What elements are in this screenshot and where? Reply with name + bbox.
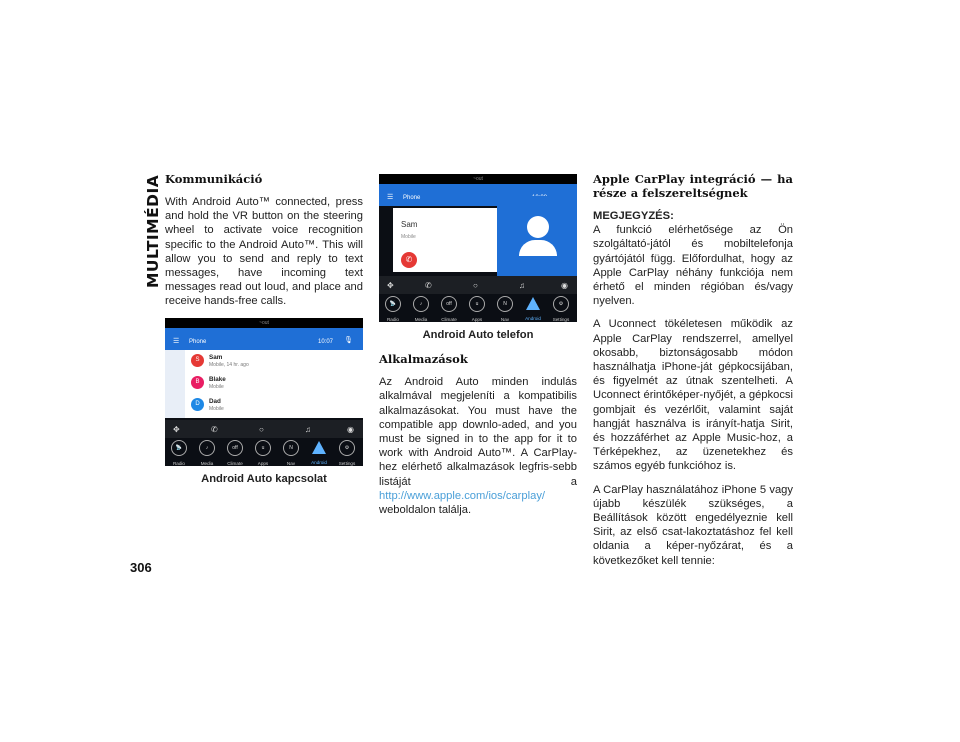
dock-climate[interactable]: off Climate: [437, 296, 461, 322]
chapter-side-label: [136, 168, 166, 288]
contact-name: Blake: [209, 375, 226, 383]
uconnect-icon: u: [469, 296, 485, 312]
page-number: 306: [130, 560, 152, 575]
gear-icon: ⚙: [553, 296, 569, 312]
headphones-icon[interactable]: ♫: [519, 281, 525, 290]
home-icon[interactable]: ○: [259, 424, 264, 434]
phone-icon[interactable]: ✆: [425, 281, 432, 290]
notification-icon[interactable]: ◉: [347, 424, 354, 434]
menu-icon[interactable]: ☰: [173, 337, 180, 345]
contact-row[interactable]: [185, 394, 363, 416]
android-auto-icon: [312, 441, 326, 454]
carplay-paragraph-1: A Uconnect tökéletesen működik az Apple CarPlay rendszerrel, amellyel okosabb, biztonságosabb módon használhatja iPhone-ját gépkocsijában, és figyelmét az útnak szentelheti. A Uconnect érintőképer-nyőjét, a gépkocsi gombjait és vezérlőit, valamint saját hangját használva is irányít-hatja Sirit, és hozzáférhet az Apple Music-hoz, a Térképekhez, az üzenetekhez és számos egyéb funkcióhoz is.: [593, 318, 793, 473]
carplay-paragraph-2: A CarPlay használatához iPhone 5 vagy újabb készülék szükséges, a Beállítások között engedélyeznie kell Sirit, az első csat-lakoztatáshoz fel kell oldania a képer-nyőzárat, és a következőket kell tennie:: [593, 483, 793, 567]
carplay-link[interactable]: http://www.apple.com/ios/carplay/: [379, 489, 546, 502]
dock-climate[interactable]: off Climate: [223, 440, 247, 466]
microphone-icon[interactable]: 🎙: [344, 336, 353, 344]
chapter-title: MULTIMÉDIA: [144, 174, 162, 288]
note-title: MEGJEGYZÉS:: [593, 210, 674, 222]
contact-row[interactable]: [185, 372, 363, 394]
climate-icon: off: [227, 440, 243, 456]
dock-android[interactable]: Android: [521, 296, 545, 322]
dock-media[interactable]: ♪ Media: [409, 296, 433, 322]
android-auto-screen-1: [165, 318, 363, 466]
contact-list: [185, 350, 363, 418]
figure-caption-1: Android Auto kapcsolat: [201, 472, 327, 485]
contact-name: Dad: [209, 397, 221, 405]
dock-apps[interactable]: u Apps: [251, 440, 275, 466]
scroll-strip[interactable]: [165, 350, 185, 418]
active-call-card: [393, 208, 497, 272]
clock: 10:07: [317, 338, 333, 345]
section-heading-apps: Alkalmazások: [379, 352, 468, 367]
contact-row[interactable]: [185, 350, 363, 372]
column-3: [593, 172, 793, 577]
uconnect-dock: [379, 294, 577, 322]
contact-sub: Mobile, 14 hr. ago: [209, 361, 249, 368]
caller-photo-panel: [497, 196, 577, 276]
avatar: B: [191, 376, 204, 389]
uconnect-dock: [165, 438, 363, 466]
phone-icon[interactable]: ✆: [211, 424, 218, 434]
climate-icon: off: [441, 296, 457, 312]
screen-top-label: ~out: [379, 174, 577, 184]
radio-icon: 📡: [171, 440, 187, 456]
android-nav-row: [165, 420, 363, 438]
dock-radio[interactable]: 📡 Radio: [381, 296, 405, 322]
dock-nav[interactable]: N Nav: [493, 296, 517, 322]
contact-sub: Mobile: [209, 383, 224, 390]
gear-icon: ⚙: [339, 440, 355, 456]
avatar: D: [191, 398, 204, 411]
dock-settings[interactable]: ⚙ Settings: [549, 296, 573, 322]
app-title: Phone: [403, 195, 421, 201]
communication-paragraph: With Android Auto™ connected, press and hold the VR button on the steering wheel to activate voice recognition specific to the Android Auto™. This will allow you to send and reply to text messages, have incoming text messages read out loud, and place and receive hands-free calls.: [165, 196, 363, 308]
navigation-icon[interactable]: ✥: [173, 424, 180, 434]
phone-app-bar: [165, 328, 363, 350]
dock-settings[interactable]: ⚙ Settings: [335, 440, 359, 466]
radio-icon: 📡: [385, 296, 401, 312]
section-heading-carplay: Apple CarPlay integráció — ha része a felszereltségnek: [593, 172, 793, 200]
dock-android[interactable]: Android: [307, 440, 331, 466]
music-icon: ♪: [199, 440, 215, 456]
avatar: S: [191, 354, 204, 367]
person-body-icon: [519, 240, 557, 256]
android-auto-icon: [526, 297, 540, 310]
menu-icon[interactable]: ☰: [387, 194, 394, 201]
figure-caption-2: Android Auto telefon: [422, 329, 534, 341]
end-call-icon[interactable]: ✆: [401, 252, 417, 268]
android-auto-screen-2: [379, 174, 577, 322]
home-icon[interactable]: ○: [473, 281, 478, 290]
column-2: [379, 174, 577, 526]
uconnect-icon: u: [255, 440, 271, 456]
android-nav-row: [379, 276, 577, 294]
navigation-icon[interactable]: ✥: [387, 281, 394, 290]
music-icon: ♪: [413, 296, 429, 312]
dock-radio[interactable]: 📡 Radio: [167, 440, 191, 466]
contact-sub: Mobile: [209, 405, 224, 412]
notification-icon[interactable]: ◉: [561, 281, 568, 290]
section-heading-communication: Kommunikáció: [165, 172, 263, 186]
headphones-icon[interactable]: ♫: [305, 424, 311, 434]
dock-media[interactable]: ♪ Media: [195, 440, 219, 466]
note: MEGJEGYZÉS: A funkció elérhetősége az Ön szolgáltató-jától és mobiltelefonja gyártójától függ. Előfordulhat, hogy az Apple CarPlay néhány funkciója nem érhető el minden régióban és/vagy nyelven.: [593, 210, 793, 308]
screen-top-label: ~out: [165, 318, 363, 328]
apps-paragraph: Az Android Auto minden indulás alkalmával megjeleníti a kompatibilis alkalmazásokat. You must have the compatible app downlo-aded, and you must be signed in to the app for it to work with Android Auto™. A CarPlay-hez elérhető alkalmazások legfris-sebb listáját a http://www.apple.com/ios/carplay/ weboldalon találja.: [379, 376, 577, 517]
column-1: [165, 172, 363, 496]
dock-nav[interactable]: N Nav: [279, 440, 303, 466]
app-title: Phone: [189, 338, 207, 345]
caller-sub: Mobile: [401, 234, 416, 240]
contact-name: Sam: [209, 353, 223, 361]
person-icon: [527, 216, 549, 238]
compass-icon: N: [283, 440, 299, 456]
dock-apps[interactable]: u Apps: [465, 296, 489, 322]
compass-icon: N: [497, 296, 513, 312]
caller-name: Sam: [401, 220, 418, 229]
